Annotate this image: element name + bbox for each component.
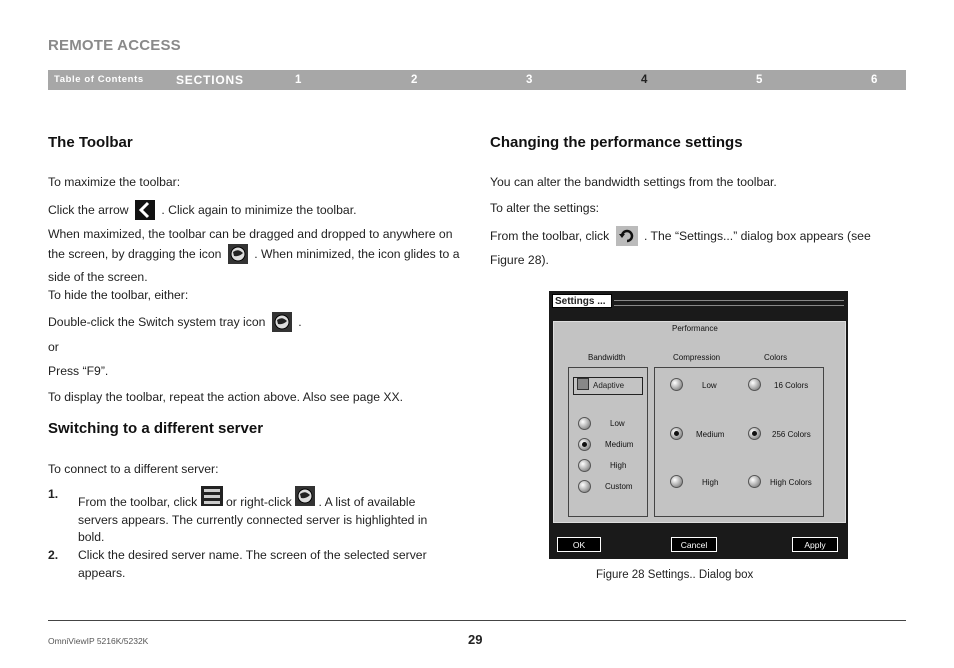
performance-group-label: Performance: [672, 324, 718, 333]
adaptive-checkbox[interactable]: [573, 377, 643, 395]
when-max-text-a: When maximized, the toolbar can be dragged and dropped to anywhere on the screen, by dragging the icon: [48, 227, 453, 261]
display-toolbar-text: To display the toolbar, repeat the action above. Also see page XX.: [48, 390, 404, 404]
section-nav-bar: [48, 70, 906, 90]
step-2-number: 2.: [48, 548, 59, 562]
from-toolbar-text-a: From the toolbar, click: [490, 229, 610, 243]
section-link-6[interactable]: 6: [871, 74, 878, 86]
adaptive-check-icon: [577, 378, 589, 390]
settings-refresh-icon: [616, 226, 638, 252]
toolbar-heading: The Toolbar: [48, 134, 133, 151]
compression-medium-label: Medium: [696, 430, 725, 439]
arrow-left-icon: [135, 200, 155, 226]
from-toolbar-text-b: . The “Settings...” dialog box appears (see Figure 28).: [490, 229, 871, 267]
page-number: 29: [468, 632, 483, 647]
section-link-1[interactable]: 1: [295, 74, 302, 86]
bandwidth-medium-label: Medium: [605, 440, 634, 449]
performance-panel: [553, 321, 846, 523]
bandwidth-column-label: Bandwidth: [588, 353, 626, 362]
figure-caption: Figure 28 Settings.. Dialog box: [596, 569, 754, 581]
ok-button[interactable]: OK: [557, 537, 601, 552]
compression-low-label: Low: [702, 381, 717, 390]
performance-heading: Changing the performance settings: [490, 134, 743, 151]
dialog-title-bar: [614, 300, 844, 306]
dialog-title: Settings ...: [552, 294, 612, 308]
bandwidth-custom-radio[interactable]: [578, 480, 591, 493]
bandwidth-high-label: High: [610, 461, 627, 470]
step-1-text-b: or right-click: [226, 495, 292, 509]
system-tray-icon: [272, 312, 292, 338]
bandwidth-medium-radio[interactable]: [578, 438, 591, 451]
click-arrow-text-a: Click the arrow: [48, 203, 129, 217]
alter-bandwidth-text: You can alter the bandwidth settings from the toolbar.: [490, 175, 777, 189]
colors-high-label: High Colors: [770, 478, 812, 487]
step-1-text-a: From the toolbar, click: [78, 495, 198, 509]
press-f9-text: Press “F9”.: [48, 364, 109, 378]
section-link-5[interactable]: 5: [756, 74, 763, 86]
to-alter-text: To alter the settings:: [490, 201, 600, 215]
double-click-text-a: Double-click the Switch system tray icon: [48, 315, 266, 329]
colors-256-label: 256 Colors: [772, 430, 811, 439]
compression-column-label: Compression: [673, 353, 721, 362]
bandwidth-custom-label: Custom: [605, 482, 633, 491]
settings-dialog: [549, 291, 848, 559]
table-of-contents-link[interactable]: Table of Contents: [54, 74, 144, 85]
switch-server-heading: Switching to a different server: [48, 420, 264, 437]
compression-medium-radio[interactable]: [670, 427, 683, 440]
server-list-icon: [201, 495, 226, 509]
double-click-paragraph: [48, 312, 458, 338]
maximize-text: To maximize the toolbar:: [48, 175, 181, 189]
compression-low-radio[interactable]: [670, 378, 683, 391]
section-link-4[interactable]: 4: [641, 74, 648, 86]
apply-button[interactable]: Apply: [792, 537, 838, 552]
when-maximized-paragraph: [48, 226, 463, 287]
or-text: or: [48, 340, 59, 354]
footer-product-name: OmniViewIP 5216K/5232K: [48, 636, 149, 646]
step-1-body: [78, 486, 448, 547]
section-link-2[interactable]: 2: [411, 74, 418, 86]
adaptive-label: Adaptive: [593, 381, 625, 390]
step-1-text-c: . A list of available servers appears. The currently connected server is highlighted in bold.: [78, 495, 428, 544]
bandwidth-low-radio[interactable]: [578, 417, 591, 430]
colors-256-radio[interactable]: [748, 427, 761, 440]
section-link-3[interactable]: 3: [526, 74, 533, 86]
colors-16-label: 16 Colors: [774, 381, 809, 390]
connect-server-text: To connect to a different server:: [48, 462, 219, 476]
double-click-text-b: .: [298, 315, 302, 329]
sections-label: SECTIONS: [176, 73, 244, 87]
compression-high-radio[interactable]: [670, 475, 683, 488]
from-toolbar-paragraph: [490, 226, 900, 269]
step-1-number: 1.: [48, 487, 59, 501]
hide-toolbar-text: To hide the toolbar, either:: [48, 288, 189, 302]
bandwidth-high-radio[interactable]: [578, 459, 591, 472]
step-2-body: Click the desired server name. The screen of the selected server appears.: [78, 548, 427, 580]
footer-divider: [48, 620, 906, 621]
cancel-button[interactable]: Cancel: [671, 537, 717, 552]
bandwidth-low-label: Low: [610, 419, 625, 428]
click-arrow-paragraph: [48, 200, 458, 226]
when-max-text-b: . When minimized, the icon glides to a side of the screen.: [48, 246, 460, 284]
section-title: REMOTE ACCESS: [48, 37, 181, 54]
colors-column-label: Colors: [764, 353, 788, 362]
colors-high-radio[interactable]: [748, 475, 761, 488]
compression-high-label: High: [702, 478, 719, 487]
click-arrow-text-b: . Click again to minimize the toolbar.: [161, 203, 357, 217]
globe-drag-icon: [228, 244, 248, 270]
colors-16-radio[interactable]: [748, 378, 761, 391]
tray-globe-icon: [295, 495, 318, 509]
